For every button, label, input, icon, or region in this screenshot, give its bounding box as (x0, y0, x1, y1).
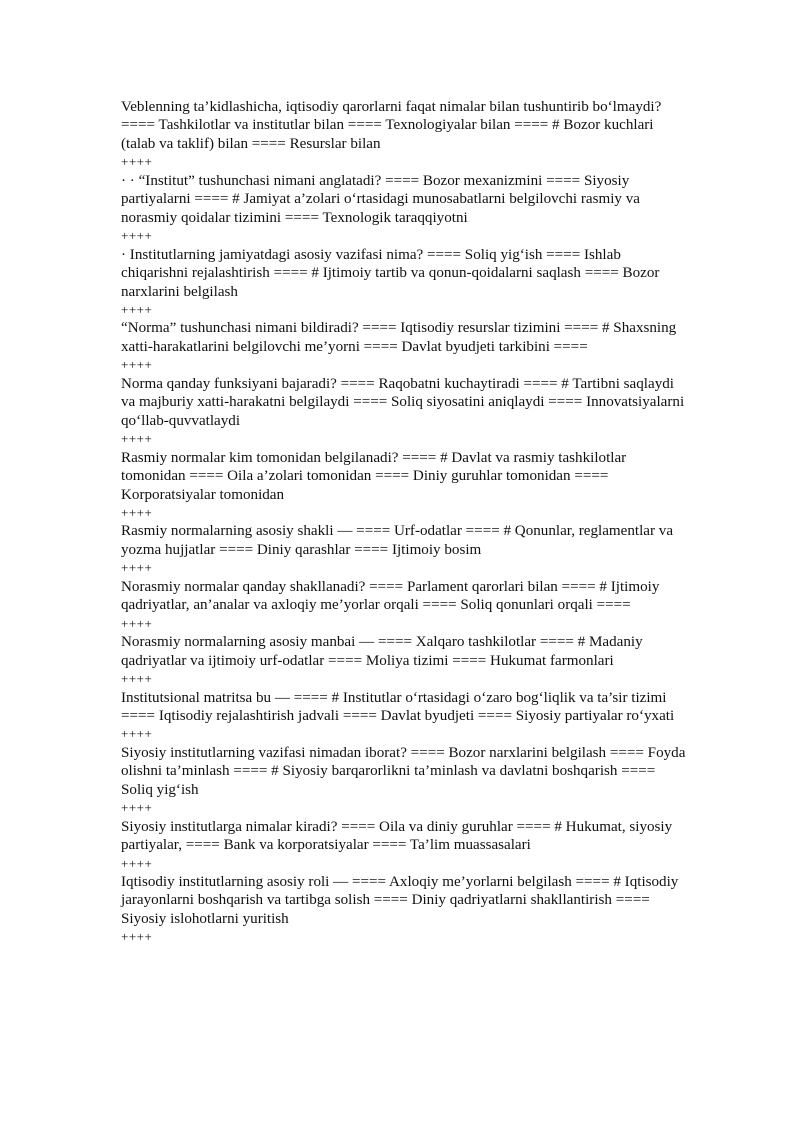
question-separator: ++++ (121, 560, 153, 576)
question-text: Iqtisodiy institutlarning asosiy roli — ==== Axloqiy me’yorlarni belgilash ==== # Iqtisodiy jarayonlarni boshqarish va tartibga solish ==== Diniy qadriyatlarni shakllantirish ==== Siyosiy islohotlarni yuritish (121, 874, 679, 927)
question-text: · · “Institut” tushunchasi nimani anglatadi? ==== Bozor mexanizmini ==== Siyosiy partiyalarni ==== # Jamiyat a’zolari o‘rtasidagi munosabatlarni belgilovchi rasmiy va norasmiy qoidalar tizimini ==== Texnologik taraqqiyotni (121, 172, 640, 226)
question-block-3 (121, 246, 686, 320)
question-block-2 (121, 172, 686, 246)
question-separator: ++++ (121, 431, 153, 447)
question-separator: ++++ (121, 357, 153, 373)
question-text: · Institutlarning jamiyatdagi asosiy vazifasi nima? ==== Soliq yig‘ish ==== Ishlab chiqarishni rejalashtirish ==== # Ijtimoiy tartib va qonun-qoidalarni saqlash ==== Bozor narxlarini belgilash (121, 246, 660, 300)
question-text: Norasmiy normalar qanday shakllanadi? ==== Parlament qarorlari bilan ==== # Ijtimoiy qadriyatlar, an’analar va axloqiy me’yorlar orqali ==== Soliq qonunlari orqali ==== (121, 578, 660, 614)
question-block-9 (121, 633, 686, 688)
question-text: “Norma” tushunchasi nimani bildiradi? ==== Iqtisodiy resurslar tizimini ==== # Shaxsning xatti-harakatlarini belgilovchi me’yorni ==== Davlat byudjeti tarkibini ==== (121, 320, 677, 355)
question-block-7 (121, 522, 686, 577)
question-block-8 (121, 578, 686, 633)
question-separator: ++++ (121, 800, 153, 816)
question-text: Rasmiy normalar kim tomonidan belgilanadi? ==== # Davlat va rasmiy tashkilotlar tomonidan ==== Oila a’zolari tomonidan ==== Diniy guruhlar tomonidan ==== Korporatsiyalar tomonidan (121, 449, 627, 503)
question-separator: ++++ (121, 154, 153, 170)
question-separator: ++++ (121, 929, 153, 945)
document-page (121, 98, 686, 947)
question-separator: ++++ (121, 855, 153, 871)
question-text: Siyosiy institutlarga nimalar kiradi? ==== Oila va diniy guruhlar ==== # Hukumat, siyosiy partiyalar, ==== Bank va korporatsiyalar ==== Ta’lim muassasalari (121, 818, 673, 854)
question-block-5 (121, 375, 686, 449)
question-separator: ++++ (121, 726, 153, 742)
question-block-12 (121, 818, 686, 873)
question-text: Rasmiy normalarning asosiy shakli — ==== Urf-odatlar ==== # Qonunlar, reglamentlar va yozma hujjatlar ==== Diniy qarashlar ==== Ijtimoiy bosim (121, 523, 674, 558)
question-block-11 (121, 744, 686, 818)
question-separator: ++++ (121, 228, 153, 244)
question-separator: ++++ (121, 301, 153, 317)
question-separator: ++++ (121, 615, 153, 631)
question-block-6 (121, 449, 686, 523)
question-block-1 (121, 98, 686, 172)
question-text: Siyosiy institutlarning vazifasi nimadan iborat? ==== Bozor narxlarini belgilash ==== Foyda olishni ta’minlash ==== # Siyosiy barqarorlikni ta’minlash va davlatni boshqarish ==== Soliq yig‘ish (121, 744, 686, 798)
question-block-10 (121, 689, 686, 744)
question-text: Norma qanday funksiyani bajaradi? ==== Raqobatni kuchaytiradi ==== # Tartibni saqlaydi va majburiy xatti-harakatni belgilaydi ==== Soliq siyosatini aniqlaydi ==== Innovatsiyalarni qo‘llab-quvvatlaydi (121, 375, 685, 429)
question-block-4 (121, 319, 686, 374)
question-text: Norasmiy normalarning asosiy manbai — ==== Xalqaro tashkilotlar ==== # Madaniy qadriyatlar va ijtimoiy urf-odatlar ==== Moliya tizimi ==== Hukumat farmonlari (121, 634, 643, 669)
question-text: Institutsional matritsa bu — ==== # Institutlar o‘rtasidagi o‘zaro bog‘liqlik va ta’sir tizimi ==== Iqtisodiy rejalashtirish jadvali ==== Davlat byudjeti ==== Siyosiy partiyalar ro‘yxati (121, 689, 675, 724)
question-block-13 (121, 873, 686, 947)
question-text: Veblenning ta’kidlashicha, iqtisodiy qarorlarni faqat nimalar bilan tushuntirib bo‘lmaydi? ==== Tashkilotlar va institutlar bilan ==== Texnologiyalar bilan ==== # Bozor kuchlari (talab va taklif) bilan ==== Resurslar bilan (121, 99, 662, 152)
question-separator: ++++ (121, 671, 153, 687)
question-separator: ++++ (121, 504, 153, 520)
